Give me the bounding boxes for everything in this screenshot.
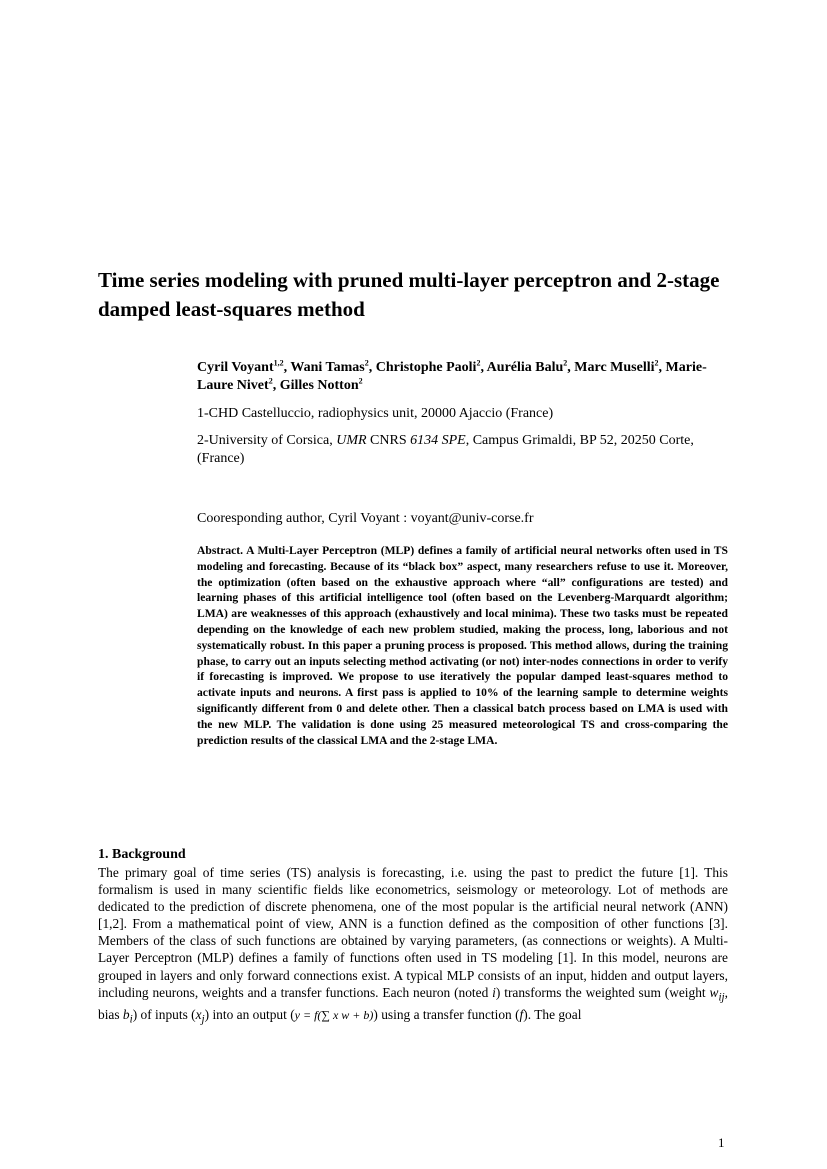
- affiliation-2-spe: 6134 SPE: [410, 433, 466, 448]
- var-w-sub: ij: [718, 991, 725, 1004]
- author-name: Marie-Laure Nivet: [197, 360, 707, 393]
- author-name: Cyril Voyant: [197, 360, 274, 375]
- author-affiliation-mark: 2: [476, 358, 481, 368]
- var-b-sub: i: [129, 1014, 133, 1027]
- bg-text-6: ) using a transfer function (: [373, 1007, 520, 1023]
- background-paragraph: [98, 864, 728, 1029]
- var-i: i: [492, 984, 496, 1000]
- abstract-text: . A Multi-Layer Perceptron (MLP) defines a family of artificial neural networks often used in TS modeling and forecasting. Because of its “black box” aspect, many researchers refuse to use it. Moreover, the optimization (often based on the exhaustive approach where “all” configurations are tested) and learning phases of this artificial intelligence tool (often based on the Levenberg-Marquardt algorithm; LMA) are weaknesses of this approach (exhaustively and local minima). These two tasks must be repeated depending on the knowledge of each new problem studied, making the process, long, laborious and not systematically robust. In this paper a pruning process is proposed. This method allows, during the training phase, to carry out an inputs selecting method activating (or not) inter-nodes connections in order to verify if forecasting is improved. We propose to use iteratively the popular damped least-squares method to activate inputs and neurons. A first pass is applied to 10% of the learning sample to determine weights significantly different from 0 and delete other. Then a classical batch process based on LMA is used with the new MLP. The validation is done using 25 measured meteorological TS and cross-comparing the prediction results of the classical LMA and the 2-stage LMA.: [197, 544, 728, 747]
- author-affiliation-mark: 2: [654, 358, 659, 368]
- bg-text-3: , bias: [98, 984, 729, 1023]
- author-affiliation-mark: 2: [358, 376, 363, 386]
- bg-text-5: ) into an output (: [204, 1007, 295, 1023]
- author-list: Cyril Voyant$^{1,2}$, Wani Tamas$^2$, Christophe Paoli$^2$, Aurélia Balu$^2$, Marc Muselli$^2$, Marie-Laure Nivet$^2$, Gilles Notton$^2$: [197, 358, 707, 393]
- section-heading-background: 1. Background: [98, 847, 186, 862]
- affiliation-2-part2: CNRS: [366, 433, 411, 448]
- author-name: Wani Tamas: [290, 360, 365, 375]
- var-b: b: [122, 1007, 130, 1023]
- bg-text-2: ) transforms the weighted sum (weight: [495, 984, 710, 1000]
- author-name: Marc Muselli: [574, 360, 655, 375]
- author-name: Gilles Notton: [279, 378, 359, 393]
- author-affiliation-mark: 2: [268, 376, 273, 386]
- transfer-formula: y = f(∑ x w + b): [294, 1008, 374, 1023]
- affiliation-1: 1-CHD Castelluccio, radiophysics unit, 20000 Ajaccio (France): [197, 406, 554, 421]
- corresponding-author: Cooresponding author, Cyril Voyant : voyant@univ-corse.fr: [197, 511, 534, 526]
- author-affiliation-mark: 2: [563, 358, 568, 368]
- author-affiliation-mark: 2: [364, 358, 369, 368]
- author-affiliation-mark: 1,2: [273, 358, 284, 368]
- affiliation-2-part1: 2-University of Corsica,: [197, 433, 337, 448]
- bg-text-4: ) of inputs (: [132, 1007, 196, 1023]
- var-x: x: [195, 1007, 202, 1023]
- paper-title: Time series modeling with pruned multi-layer perceptron and 2-stage damped least-squares method: [98, 268, 720, 321]
- affiliation-2: [197, 432, 737, 468]
- bg-text-7: ). The goal: [523, 1007, 582, 1023]
- affiliation-2-part3: , Campus Grimaldi, BP 52, 20250 Corte, (France): [197, 433, 694, 466]
- bg-text-1: The primary goal of time series (TS) analysis is forecasting, i.e. using the past to predict the future [1]. This formalism is used in many scientific fields like econometrics, seismology or meteorology. Lot of methods are dedicated to the prediction of discrete phenomena, one of the most popular is the artificial neural network (ANN) [1,2]. From a mathematical point of view, ANN is a function defined as the composition of other functions [3]. Members of the class of such functions are obtained by varying parameters, (as connections or weights). A Multi-Layer Perceptron (MLP) defines a family of functions often used in TS modeling [1]. In this model, neurons are grouped in layers and only forward connections exist. A typical MLP consists of an input, hidden and output layers, including neurons, weights and a transfer functions. Each neuron (noted: [98, 865, 728, 1000]
- author-name: Christophe Paoli: [375, 360, 477, 375]
- affiliation-2-umr: UMR: [336, 433, 367, 448]
- page-number: 1: [718, 1135, 725, 1150]
- abstract-label: Abstract: [197, 544, 241, 557]
- var-f: f: [519, 1007, 524, 1023]
- abstract: [197, 543, 728, 748]
- author-name: Aurélia Balu: [486, 360, 564, 375]
- var-x-sub: j: [201, 1014, 205, 1027]
- var-w: w: [709, 984, 719, 1000]
